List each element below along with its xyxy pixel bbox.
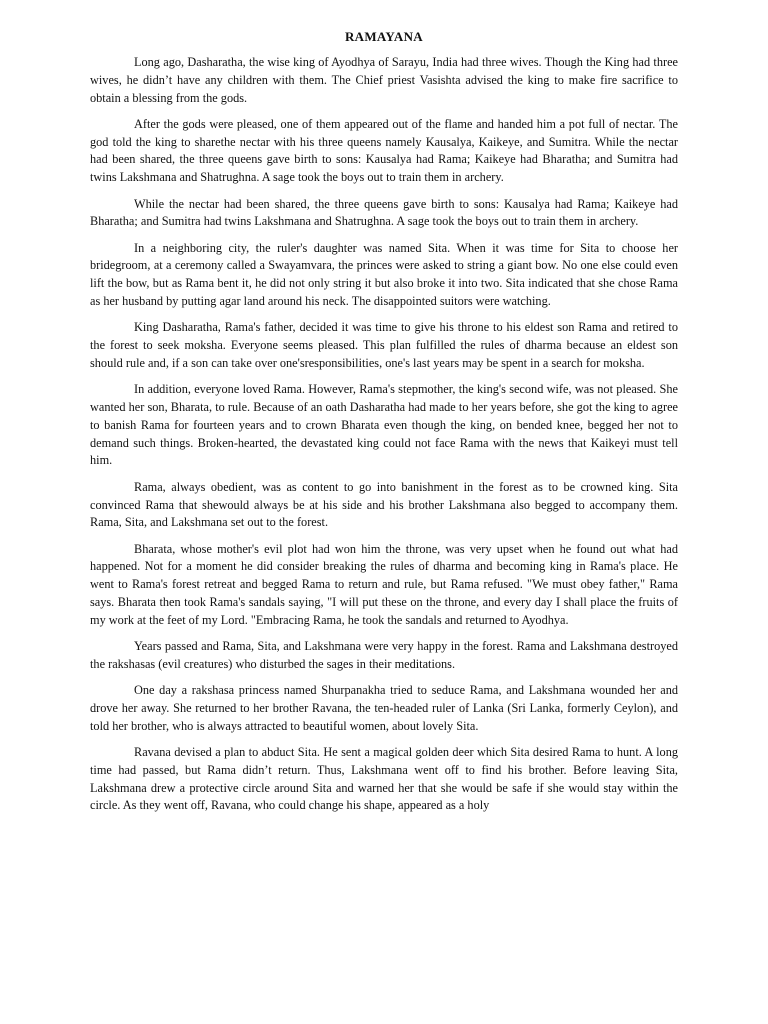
document-title: RAMAYANA (344, 29, 423, 44)
paragraph: One day a rakshasa princess named Shurpanakha tried to seduce Rama, and Lakshmana wounded her and drove her away. She returned to her brother Ravana, the ten-headed ruler of Lanka (Sri Lanka, formerly Ceylon), and told her brother, who is always attracted to beautiful women, about lovely Sita. (90, 683, 678, 733)
paragraph: While the nectar had been shared, the three queens gave birth to sons: Kausalya had Rama; Kaikeye had Bharatha; and Sumitra had twins Lakshmana and Shatrughna. A sage took the boys out to train them in archery. (90, 196, 678, 229)
paragraph: After the gods were pleased, one of them appeared out of the flame and handed him a pot full of nectar. The god told the king to sharethe nectar with his three queens namely Kausalya, Kaikeye, and Sumitra. While the nectar had been shared, the three queens gave birth to sons: Kausalya had Rama; Kaikeye had Bharatha; and Sumitra had twins Lakshmana and Shatrughna. A sage took the boys out to train them in archery. (90, 116, 678, 185)
paragraph: In a neighboring city, the ruler's daughter was named Sita. When it was time for Sita to choose her bridegroom, at a ceremony called a Swayamvara, the princes were asked to string a giant bow. No one else could even lift the bow, but as Rama bent it, he did not only string it but also broke it into two. Sita indicated that she chose Rama as her husband by putting agar land around his neck. The disappointed suitors were watching. (90, 240, 678, 309)
paragraph: King Dasharatha, Rama's father, decided it was time to give his throne to his eldest son Rama and retired to the forest to seek moksha. Everyone seems pleased. This plan fulfilled the rules of dharma because an eldest son should rule and, if a son can take over one'sresponsibilities, one's last years may be spent in a search for moksha. (90, 320, 678, 370)
paragraph: Bharata, whose mother's evil plot had won him the throne, was very upset when he found out what had happened. Not for a moment he did consider breaking the rules of dharma and becoming king in Rama's place. He went to Rama's forest retreat and begged Rama to return and rule, but Rama refused. "We must obey father," Rama says. Bharata then took Rama's sandals saying, "I will put these on the throne, and every day I shall place the fruits of my work at the feet of my Lord. "Embracing Rama, he took the sandals and returned to Ayodhya. (90, 541, 678, 627)
paragraph: Years passed and Rama, Sita, and Lakshmana were very happy in the forest. Rama and Lakshmana destroyed the rakshasas (evil creatures) who disturbed the sages in their meditations. (90, 639, 678, 671)
paragraph: Rama, always obedient, was as content to go into banishment in the forest as to be crowned king. Sita convinced Rama that shewould always be at his side and his brother Lakshmana also begged to accompany them. Rama, Sita, and Lakshmana set out to the forest. (90, 479, 678, 530)
paragraph: Ravana devised a plan to abduct Sita. He sent a magical golden deer which Sita desired Rama to hunt. A long time had passed, but Rama didn’t return. Thus, Lakshmana went off to find his brother. Before leaving Sita, Lakshmana drew a protective circle around Sita and warned her that she would be safe if she would stay within the circle. As they went off, Ravana, who could change his shape, appeared as a holy (90, 745, 678, 813)
paragraph: In addition, everyone loved Rama. However, Rama's stepmother, the king's second wife, was not pleased. She wanted her son, Bharata, to rule. Because of an oath Dasharatha had made to her years before, she got the king to agree to banish Rama for fourteen years and to crown Bharata even though the king, on bended knee, begged her not to demand such things. Broken-hearted, the devastated king could not face Rama with the news that Kaikeyi must tell him. (90, 382, 678, 468)
document-page (90, 28, 678, 824)
paragraph: Long ago, Dasharatha, the wise king of Ayodhya of Sarayu, India had three wives. Though the King had three wives, he didn’t have any children with them. The Chief priest Vasishta advised the king to make fire sacrifice to obtain a blessing from the gods. (90, 55, 678, 105)
